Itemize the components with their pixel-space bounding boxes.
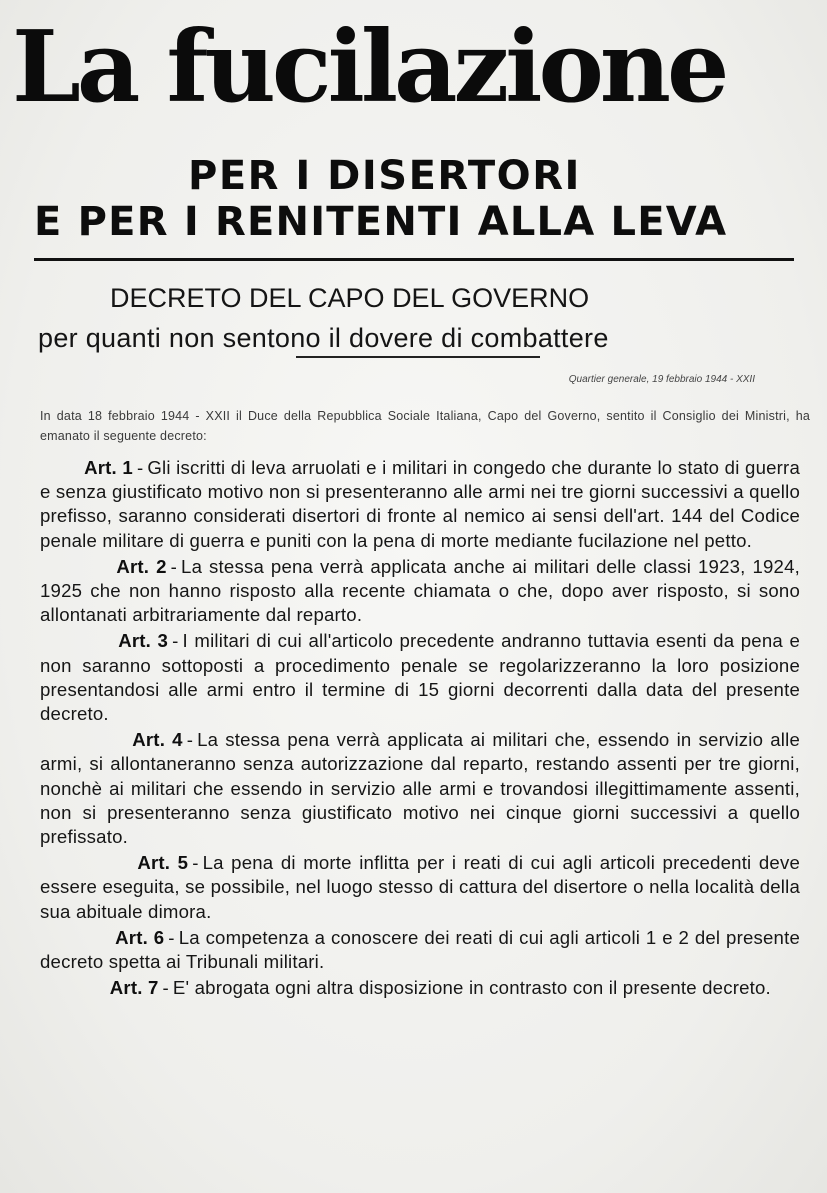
subtitle-line-2: E PER I RENITENTI ALLA LEVA [34,199,728,245]
article-4 [40,728,800,849]
decree-subheading: per quanti non sentono il dovere di combattere [38,323,609,353]
article-3 [40,629,800,726]
articles-list [40,456,800,1002]
article-dash: - [162,977,169,999]
decree-heading: DECRETO DEL CAPO DEL GOVERNO [110,283,590,313]
article-text: I militari di cui all'articolo precedente andranno tuttavia esenti da pena e non saranno sottoposti a procedimento penale se regolarizzeranno la loro posizione presentandosi alle armi entro il termine di 15 giorni decorrenti dalla data del presente decreto. [40,630,800,725]
article-label: Art. 1 [84,457,133,478]
article-text: La pena di morte inflitta per i reati di cui agli articoli precedenti deve essere eseguita, se possibile, nel luogo stesso di cattura del disertore o nella località della sua abituale dimora. [40,852,800,922]
article-label: Art. 7 [109,977,159,999]
article-text: Gli iscritti di leva arruolati e i militari in congedo che durante lo stato di guerra e senza giustificato motivo non si presenteranno alle armi nei tre giorni successivi a quello prefisso, saranno considerati disertori di fronte al nemico ai sensi dell'art. 144 del Codice penale militare di guerra e puniti con la pena di morte mediante fucilazione nel petto. [40,457,800,551]
article-dash: - [186,729,194,751]
article-label: Art. 4 [132,729,183,751]
article-label: Art. 6 [115,926,165,948]
article-text: La stessa pena verrà applicata anche ai militari delle classi 1923, 1924, 1925 che non hanno risposto alla recente chiamata o che, dopo aver risposto, si sono allontanati arbitrariamente dal reparto. [40,555,800,626]
poster-title: La fucilazione [12,10,726,125]
title-divider [34,258,794,261]
article-text: E' abrogata ogni altra disposizione in contrasto con il presente decreto. [172,977,771,999]
article-dash: - [172,630,179,652]
article-6 [40,926,800,974]
article-label: Art. 3 [118,630,169,652]
article-label: Art. 5 [137,852,189,874]
article-2 [40,555,800,628]
article-dash: - [170,555,178,577]
article-dash: - [192,852,199,874]
article-7 [40,976,800,1000]
subheading-underline [296,356,540,358]
article-text: La competenza a conoscere dei reati di cui agli articoli 1 e 2 del presente decreto spetta ai Tribunali militari. [40,926,801,973]
subtitle-line-1: PER I DISERTORI [188,153,581,199]
article-1 [40,456,800,553]
article-dash: - [168,926,175,948]
article-label: Art. 2 [116,555,167,577]
article-dash: - [136,457,144,478]
decree-intro: In data 18 febbraio 1944 - XXII il Duce della Repubblica Sociale Italiana, Capo del Governo, sentito il Consiglio dei Ministri, ha emanato il seguente decreto: [40,409,810,443]
article-5 [40,851,800,924]
place-date: Quartier generale, 19 febbraio 1944 - XXII [568,374,755,385]
article-text: La stessa pena verrà applicata ai militari che, essendo in servizio alle armi, si allontaneranno senza autorizzazione dal reparto, restando assenti per tre giorni, nonchè ai militari che essendo in servizio alle armi e trovandosi illegittimamente assenti, non si presenteranno senza giustificato motivo nei cinque giorni successivi a quello prefissato. [40,729,800,848]
